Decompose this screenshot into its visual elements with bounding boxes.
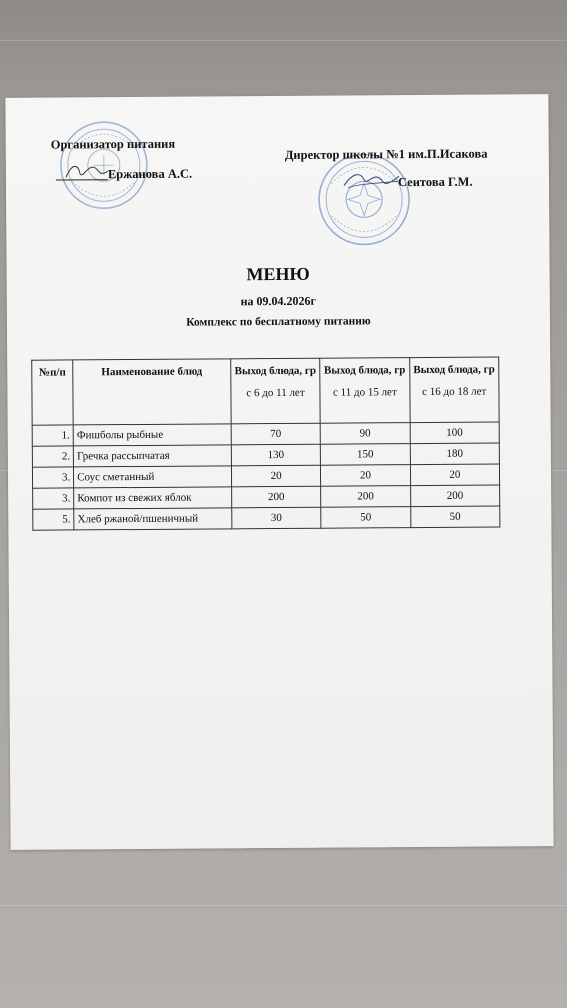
header-col1 bbox=[231, 358, 321, 424]
portion-16-18: 20 bbox=[410, 464, 500, 486]
row-num: 3. bbox=[33, 488, 74, 509]
row-num: 5. bbox=[33, 509, 74, 530]
portion-6-11: 70 bbox=[231, 423, 321, 445]
dish-name: Соус сметанный bbox=[74, 466, 232, 488]
header-col3-title: Выход блюда, гр bbox=[413, 363, 495, 377]
menu-subtitle: Комплекс по бесплатному питанию bbox=[186, 315, 371, 329]
header-col2 bbox=[320, 358, 410, 424]
page-title: МЕНЮ bbox=[246, 263, 310, 285]
portion-11-15: 20 bbox=[321, 465, 411, 487]
header-col3-age: с 16 до 18 лет bbox=[422, 385, 487, 399]
header-col3 bbox=[409, 357, 499, 423]
header-dish-name: Наименование блюд bbox=[73, 359, 231, 425]
portion-11-15: 50 bbox=[321, 507, 411, 529]
header-col1-title: Выход блюда, гр bbox=[234, 364, 317, 378]
director-title: Директор школы №1 им.П.Исакова bbox=[284, 146, 488, 162]
portion-11-15: 200 bbox=[321, 486, 411, 508]
dish-name: Компот из свежих яблок bbox=[74, 487, 232, 509]
floor-seam bbox=[0, 40, 567, 41]
portion-16-18: 200 bbox=[410, 485, 500, 507]
header-col2-title: Выход блюда, гр bbox=[323, 364, 406, 377]
director-signature bbox=[342, 167, 400, 193]
portion-16-18: 50 bbox=[410, 506, 500, 528]
director-name: Сеитова Г.М. bbox=[397, 174, 473, 190]
portion-6-11: 20 bbox=[231, 465, 321, 487]
portion-16-18: 100 bbox=[410, 422, 500, 444]
header-col1-age: с 6 до 11 лет bbox=[246, 386, 305, 400]
header-col2-age: с 11 до 15 лет bbox=[332, 386, 397, 399]
menu-document bbox=[5, 94, 553, 850]
portion-11-15: 90 bbox=[320, 423, 410, 445]
table-row bbox=[33, 506, 500, 530]
organizer-name: Ержанова А.С. bbox=[107, 166, 193, 182]
floor-seam bbox=[0, 905, 567, 906]
portion-6-11: 30 bbox=[232, 507, 322, 529]
portion-6-11: 130 bbox=[231, 444, 321, 466]
dish-name: Фишболы рыбные bbox=[73, 424, 231, 446]
row-num: 3. bbox=[32, 467, 73, 488]
row-num: 1. bbox=[32, 425, 73, 446]
portion-11-15: 150 bbox=[321, 444, 411, 466]
menu-table bbox=[31, 356, 500, 530]
portion-6-11: 200 bbox=[231, 486, 321, 508]
dish-name: Гречка рассыпчатая bbox=[73, 445, 231, 467]
organizer-signature bbox=[64, 159, 110, 181]
menu-date: на 09.04.2026г bbox=[240, 293, 317, 309]
school-stamp bbox=[316, 151, 413, 248]
header-num: №п/п bbox=[32, 360, 74, 425]
row-num: 2. bbox=[32, 446, 73, 467]
dish-name: Хлеб ржаной/пшеничный bbox=[74, 508, 232, 530]
organizer-title: Организатор питания bbox=[50, 136, 176, 152]
portion-16-18: 180 bbox=[410, 443, 500, 465]
table-header-row bbox=[32, 357, 499, 425]
